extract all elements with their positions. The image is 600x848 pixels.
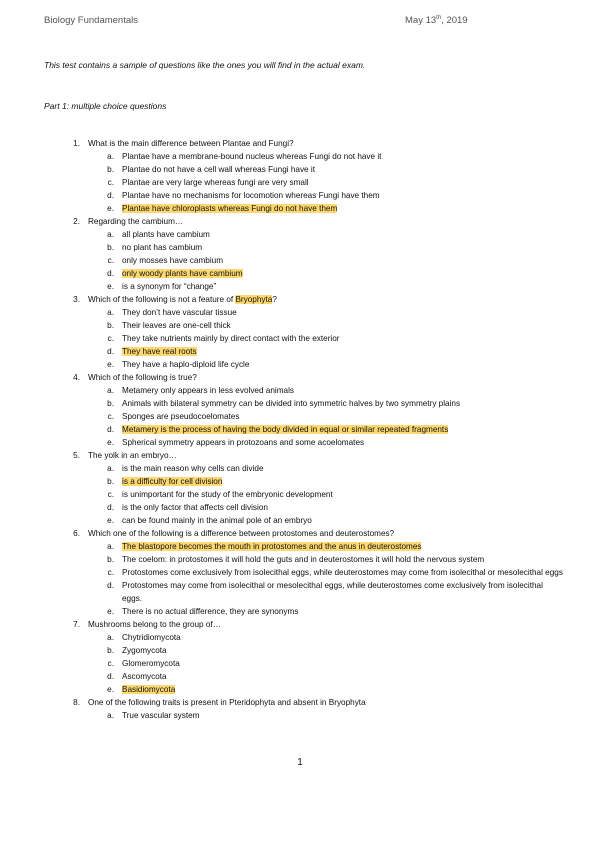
answer-option [44, 462, 564, 475]
option-label: They take nutrients mainly by direct contact with the exterior [122, 334, 340, 343]
answer-option [44, 423, 564, 436]
option-label: Sponges are pseudocoelomates [122, 412, 240, 421]
option-letter: a. [107, 542, 114, 551]
header-date-prefix: May 13 [405, 15, 437, 26]
option-label: Plantae have chloroplasts whereas Fungi do not have them [122, 204, 338, 213]
option-label: Protostomes come exclusively from isolecithal eggs, while deuterostomes may come from isolecithal or mesolecithal eggs [122, 568, 563, 577]
answer-option [44, 657, 564, 670]
question-item [44, 527, 564, 540]
question-item [44, 371, 564, 384]
option-text [122, 306, 564, 319]
part-title: Part 1: multiple choice questions [44, 101, 167, 111]
answer-option [44, 501, 564, 514]
option-letter: c. [107, 659, 114, 668]
answer-option [44, 410, 564, 423]
option-letter: b. [107, 399, 114, 408]
option-label: Glomeromycota [122, 659, 180, 668]
question-number: 4. [73, 373, 80, 382]
answer-option [44, 332, 564, 345]
option-letter: b. [107, 243, 114, 252]
option-label: Spherical symmetry appears in protozoans and some acoelomates [122, 438, 365, 447]
option-letter: e. [107, 282, 114, 291]
option-text [122, 566, 564, 579]
answer-option [44, 644, 564, 657]
option-label: is unimportant for the study of the embryonic development [122, 490, 333, 499]
option-label: can be found mainly in the animal pole of an embryo [122, 516, 312, 525]
option-letter: e. [107, 607, 114, 616]
option-text [122, 384, 564, 397]
option-text [122, 670, 564, 683]
answer-option [44, 709, 564, 722]
question-item [44, 293, 564, 306]
option-text [122, 254, 564, 267]
option-label: They have a haplo-diploid life cycle [122, 360, 250, 369]
answer-option [44, 267, 564, 280]
option-text [122, 631, 564, 644]
option-label: is the only factor that affects cell division [122, 503, 268, 512]
option-text [122, 462, 564, 475]
option-text [122, 579, 564, 605]
option-letter: b. [107, 646, 114, 655]
answer-option [44, 397, 564, 410]
intro-text: This test contains a sample of questions like the ones you will find in the actual exam. [44, 60, 366, 70]
option-label: Plantae do not have a cell wall whereas Fungi have it [122, 165, 315, 174]
answer-option [44, 605, 564, 618]
option-letter: a. [107, 711, 114, 720]
option-letter: b. [107, 555, 114, 564]
option-text [122, 319, 564, 332]
option-label: There is no actual difference, they are synonyms [122, 607, 299, 616]
option-letter: a. [107, 152, 114, 161]
option-label: Chytridiomycota [122, 633, 181, 642]
answer-option [44, 631, 564, 644]
option-label: Zygomycota [122, 646, 167, 655]
option-letter: c. [107, 256, 114, 265]
option-label: Plantae are very large whereas fungi are very small [122, 178, 309, 187]
question-text: Which of the following is true? [88, 373, 197, 382]
option-text [122, 501, 564, 514]
answer-option [44, 319, 564, 332]
answer-option [44, 202, 564, 215]
answer-option [44, 670, 564, 683]
answer-option [44, 553, 564, 566]
option-letter: e. [107, 438, 114, 447]
option-letter: a. [107, 633, 114, 642]
option-label: is the main reason why cells can divide [122, 464, 264, 473]
question-number: 1. [73, 139, 80, 148]
option-text [122, 644, 564, 657]
question-item [44, 618, 564, 631]
answer-option [44, 228, 564, 241]
answer-option [44, 241, 564, 254]
option-letter: b. [107, 477, 114, 486]
option-letter: d. [107, 672, 114, 681]
option-label: The coelom: in protostomes it will hold the guts and in deuterostomes it will hold the nervous system [122, 555, 485, 564]
question-number: 6. [73, 529, 80, 538]
question-text-part: ? [272, 295, 277, 304]
option-label: is a difficulty for cell division [122, 477, 223, 486]
question-item [44, 215, 564, 228]
option-text-highlighted [122, 267, 564, 280]
answer-option [44, 566, 564, 579]
option-label: only mosses have cambium [122, 256, 224, 265]
answer-option [44, 163, 564, 176]
option-text [122, 176, 564, 189]
option-text [122, 189, 564, 202]
question-number: 2. [73, 217, 80, 226]
question-highlight: Bryophyta [235, 295, 273, 304]
question-text [88, 293, 564, 306]
option-label: Metamery only appears in less evolved animals [122, 386, 295, 395]
option-label: only woody plants have cambium [122, 269, 243, 278]
option-text [122, 397, 564, 410]
option-text-highlighted [122, 475, 564, 488]
option-label: True vascular system [122, 711, 200, 720]
option-label: Ascomycota [122, 672, 167, 681]
option-text [122, 436, 564, 449]
answer-option [44, 254, 564, 267]
answer-option [44, 306, 564, 319]
option-letter: c. [107, 490, 114, 499]
answer-option [44, 488, 564, 501]
question-list [44, 137, 564, 722]
option-letter: c. [107, 568, 114, 577]
option-letter: d. [107, 503, 114, 512]
question-item [44, 137, 564, 150]
option-label: Metamery is the process of having the body divided in equal or similar repeated fragments [122, 425, 449, 434]
option-text [122, 358, 564, 371]
option-letter: d. [107, 191, 114, 200]
option-text [122, 488, 564, 501]
answer-option [44, 280, 564, 293]
option-letter: d. [107, 269, 114, 278]
question-number: 8. [73, 698, 80, 707]
option-letter: a. [107, 464, 114, 473]
answer-option [44, 150, 564, 163]
option-text [122, 553, 564, 566]
answer-option [44, 345, 564, 358]
option-label: Protostomes may come from isolecithal or mesolecithal eggs, while deuterostomes come exclusively from isolecithal eggs. [122, 581, 543, 603]
option-letter: d. [107, 347, 114, 356]
option-text-highlighted [122, 345, 564, 358]
answer-option [44, 384, 564, 397]
option-letter: c. [107, 334, 114, 343]
option-text-highlighted [122, 202, 564, 215]
answer-option [44, 436, 564, 449]
option-label: They don’t have vascular tissue [122, 308, 237, 317]
question-number: 5. [73, 451, 80, 460]
question-text-part: Which of the following is not a feature of [88, 295, 236, 304]
option-letter: a. [107, 230, 114, 239]
question-text: The yolk in an embryo… [88, 451, 177, 460]
question-item [44, 449, 564, 462]
option-text [122, 150, 564, 163]
question-text: Which one of the following is a difference between protostomes and deuterostomes? [88, 529, 395, 538]
option-text-highlighted [122, 683, 564, 696]
option-letter: d. [107, 581, 114, 590]
option-text [122, 280, 564, 293]
option-text [122, 332, 564, 345]
option-label: Their leaves are one-cell thick [122, 321, 231, 330]
option-letter: e. [107, 516, 114, 525]
option-text-highlighted [122, 423, 564, 436]
option-label: The blastopore becomes the mouth in protostomes and the anus in deuterostomes [122, 542, 422, 551]
option-text [122, 709, 564, 722]
header-course: Biology Fundamentals [44, 15, 138, 26]
option-label: Plantae have a membrane-bound nucleus whereas Fungi do not have it [122, 152, 382, 161]
option-label: is a synonym for “change” [122, 282, 217, 291]
option-letter: e. [107, 360, 114, 369]
answer-option [44, 514, 564, 527]
answer-option [44, 189, 564, 202]
answer-option [44, 540, 564, 553]
option-letter: e. [107, 204, 114, 213]
option-text [122, 163, 564, 176]
option-text [122, 657, 564, 670]
option-label: no plant has cambium [122, 243, 203, 252]
question-text: One of the following traits is present in Pteridophyta and absent in Bryophyta [88, 698, 366, 707]
option-text-highlighted [122, 540, 564, 553]
option-label: all plants have cambium [122, 230, 210, 239]
option-letter: c. [107, 412, 114, 421]
option-letter: a. [107, 386, 114, 395]
option-text [122, 241, 564, 254]
option-text [122, 410, 564, 423]
option-label: Animals with bilateral symmetry can be divided into symmetric halves by two symmetry plains [122, 399, 461, 408]
answer-option [44, 358, 564, 371]
option-letter: c. [107, 178, 114, 187]
option-label: Plantae have no mechanisms for locomotion whereas Fungi have them [122, 191, 380, 200]
question-number: 3. [73, 295, 80, 304]
header-date-sup: th [436, 14, 442, 21]
page-number: 1 [297, 757, 303, 768]
answer-option [44, 683, 564, 696]
option-label: They have real roots [122, 347, 197, 356]
answer-option [44, 176, 564, 189]
option-letter: b. [107, 165, 114, 174]
question-text: Mushrooms belong to the group of… [88, 620, 221, 629]
option-letter: a. [107, 308, 114, 317]
answer-option [44, 579, 564, 605]
option-letter: e. [107, 685, 114, 694]
option-text [122, 228, 564, 241]
header-date-year: , 2019 [441, 15, 468, 26]
option-text [122, 605, 564, 618]
question-item [44, 696, 564, 709]
option-text [122, 514, 564, 527]
question-number: 7. [73, 620, 80, 629]
question-text: Regarding the cambium… [88, 217, 184, 226]
answer-option [44, 475, 564, 488]
header-date [405, 15, 468, 26]
option-letter: b. [107, 321, 114, 330]
option-letter: d. [107, 425, 114, 434]
option-label: Basidiomycota [122, 685, 176, 694]
question-text: What is the main difference between Plantae and Fungi? [88, 139, 294, 148]
